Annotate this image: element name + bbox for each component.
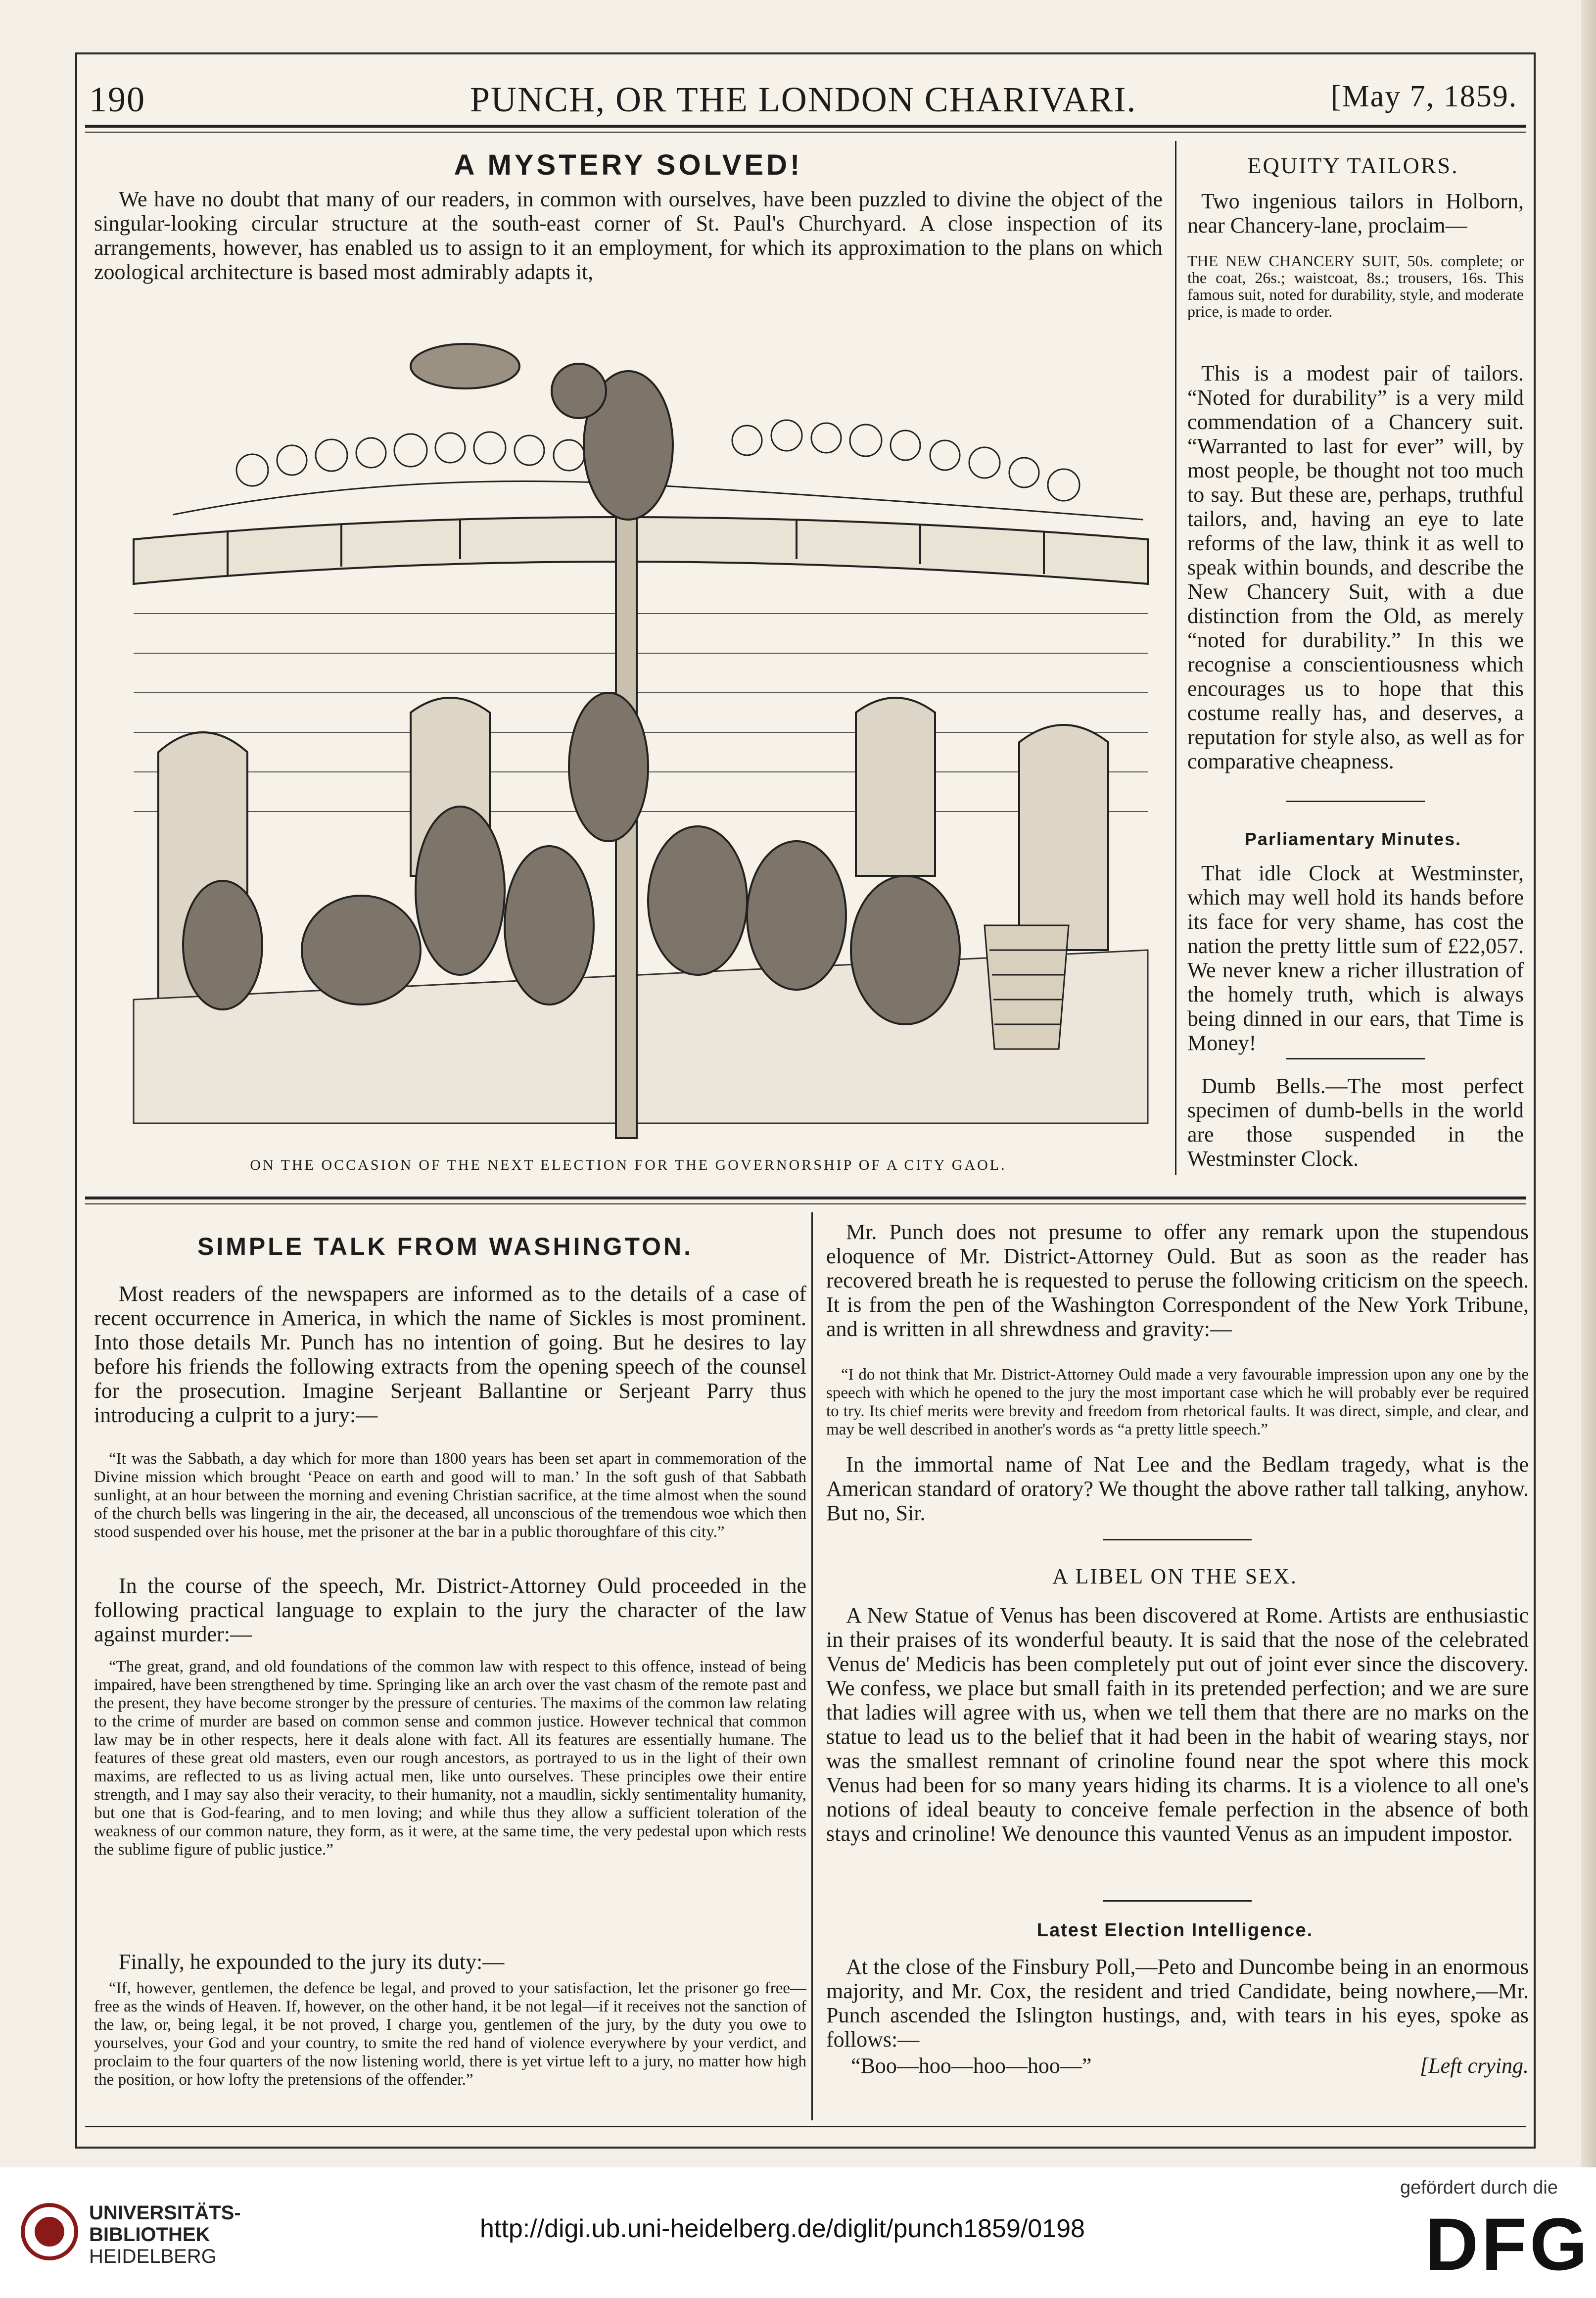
masthead: PUNCH, OR THE LONDON CHARIVARI. [470,80,1137,119]
washington-title: SIMPLE TALK FROM WASHINGTON. [197,1233,693,1260]
washington-closing: In the immortal name of Nat Lee and the Bedlam tragedy, what is the American standard of oratory? We thought the above rather tall talking, anyhow. But no, Sir. [826,1452,1529,1525]
equity-title: EQUITY TAILORS. [1247,153,1459,178]
tortoise-bait [411,344,519,388]
equity-advertisement: THE NEW CHANCERY SUIT, 50s. complete; or the coat, 26s.; waistcoat, 8s.; trousers, 16s. This famous suit, noted for durability, style, and moderate price, is made to order. [1187,252,1524,320]
washington-p2: In the course of the speech, Mr. District-Attorney Ould proceeded in the following practical language to explain to the jury the character of the law against murder:— [94,1574,806,1646]
washington-quote2: “The great, grand, and old foundations of the common law with respect to this offence, instead of being impaired, have been strengthened by time. Springing like an arch over the vast chasm of the remote past and the present, they have become stronger by the pressure of centuries. The maxims of the common law relating to the crime of murder are based on common sense and common justice. However technical that common law may be in other respects, here it deals alone with fact. All its features are essentially humane. The features of these great old masters, even our rough ancestors, as portrayed to us in the light of their own maxims, are reflected to us as living actual men, like unto ourselves. These principles owe their entire strength, and I may say also their veracity, to their humanity, not a maudlin, sickly sentimentality humanity, but one that is God-fearing, and to men loving; and while thus they allow a sufficient toleration of the weakness of our common nature, they form, as it were, at the same time, the very pedestal upon which rests the sublime figure of public justice.” [94,1658,806,1859]
election-separator [1103,1900,1252,1902]
university-seal-icon [20,2202,79,2261]
middle-rule-thin [85,1203,1526,1204]
election-quote: “Boo—hoo—hoo—hoo—” [851,2054,1092,2078]
page-number: 190 [89,80,145,119]
issue-date: [May 7, 1859. [1331,80,1518,113]
funded-by-text: gefördert durch die [1400,2177,1558,2198]
bottom-rule [85,2126,1526,2127]
washington-p1: Most readers of the newspapers are informed as to the details of a case of recent occurrence in America, in which the name of Sickles is most prominent. Into those details Mr. Punch has no intention of going. But he desires to lay before his friends the following extracts from the opening speech of the counsel for the prosecution. Imagine Serjeant Ballantine or Serjeant Parry thus introducing a culprit to a jury:— [94,1282,806,1427]
cartoon-illustration [104,307,1153,1148]
bottom-column-divider [811,1212,813,2120]
dumb-bells-body: Dumb Bells.—The most perfect specimen of dumb-bells in the world are those suspended in the Westminster Clock. [1187,1074,1524,1171]
election-title: Latest Election Intelligence. [1036,1920,1314,1941]
header-rule-thick [85,125,1526,128]
digitization-footer [0,2167,1596,2298]
tribune-quote: “I do not think that Mr. District-Attorney Ould made a very favourable impression upon any one by the speech with which he opened to the jury the most important case which he will probably ever be required to try. Its chief merits were brevity and freedom from rhetorical faults. It was direct, simple, and clear, and may be well described in another's words as “a pretty little speech.” [826,1366,1529,1438]
cartoon-caption: ON THE OCCASION OF THE NEXT ELECTION FOR THE GOVERNORSHIP OF A CITY GAOL. [250,1157,1007,1173]
source-url-link[interactable]: http://digi.ub.uni-heidelberg.de/diglit/punch1859/0198 [480,2214,1085,2243]
top-column-divider [1175,141,1176,1175]
mystery-title: A MYSTERY SOLVED! [454,149,803,181]
dfg-logo: DFG [1425,2202,1591,2286]
basket [985,925,1069,1049]
libel-separator-top [1103,1539,1252,1540]
middle-rule-thick [85,1197,1526,1199]
equity-body: This is a modest pair of tailors. “Noted for durability” is a very mild commendation of a Chancery suit. “Warranted to last for ever” will, by most people, be thought not too much to say. But these are, perhaps, truthful tailors, and, having an eye to late reforms of the law, think it as well to speak within bounds, and describe the New Chancery Suit, with a due distinction from the Old, as merely “noted for durability.” In this we recognise a conscientiousness which encourages us to hope that this costume really has, and deserves, a reputation for style also, as well as for comparative cheapness. [1187,361,1524,773]
header-rule-thin [85,132,1526,133]
washington-quote3: “If, however, gentlemen, the defence be legal, and proved to your satisfaction, let the prisoner go free—free as the winds of Heaven. If, however, on the other hand, it be not legal—if it receives not the sanction of the law, or, being legal, it be not proved, I charge you, gentlemen of the jury, by the duty you owe to yourselves, your God and your country, to smite the red hand of violence everywhere by your verdict, and proclaim to the four quarters of the now listening world, there is yet virtue left to a jury, no matter how high the position, or how lofty the pretensions of the offender.” [94,1979,806,2089]
parliamentary-body: That idle Clock at Westminster, which may well hold its hands before its face for very shame, has cost the nation the pretty little sum of £22,057. We never knew a richer illustration of the homely truth, which is always being dinned in our ears, that Time is Money! [1187,861,1524,1055]
washington-p3: Finally, he expounded to the jury its duty:— [119,1950,505,1974]
election-body: At the close of the Finsbury Poll,—Peto and Duncombe being in an enormous majority, and Mr. Cox, the resident and tried Candidate, being nowhere,—Mr. Punch ascended the Islington hustings, and, with tears in his eyes, spoke as follows:— [826,1955,1529,2052]
library-name-line3: HEIDELBERG [89,2246,217,2267]
washington-continued: Mr. Punch does not presume to offer any remark upon the stupendous eloquence of Mr. District-Attorney Ould. But as soon as the reader has recovered breath he is requested to peruse the following criticism on the speech. It is from the pen of the Washington Correspondent of the New York Tribune, and is written in all shrewdness and gravity:— [826,1220,1529,1341]
washington-quote1: “It was the Sabbath, a day which for more than 1800 years has been set apart in commemoration of the Divine mission which brought ‘Peace on earth and good will to man.’ In the soft gush of that Sabbath sunlight, at an hour between the morning and evening Christian sacrifice, at the time almost when the sound of the church bells was lingering in the air, the deceased, all unconscious of the tremendous woe which then stood suspended over his house, met the prisoner at the bar in a public thoroughfare of this city.” [94,1450,806,1541]
equity-separator [1286,801,1425,802]
book-spine-edge [1581,0,1596,2167]
library-name-line1: UNIVERSITÄTS- [89,2202,241,2224]
mystery-paragraph: We have no doubt that many of our readers, in common with ourselves, have been puzzled to divine the object of the singular-looking circular structure at the south-east corner of St. Paul's Churchyard. A close inspection of its arrangements, however, has enabled us to assign to it an employment, for which its approximation to the plans on which zoological architecture is based most admirably adapts it, [94,187,1163,284]
libel-body: A New Statue of Venus has been discovered at Rome. Artists are enthusiastic in their praises of its wonderful beauty. It is said that the nose of the celebrated Venus de' Medicis has been completely put out of joint ever since the discovery. We confess, we place but small faith in its pretended perfection; and we are sure that ladies will agree with us, when we tell them that there are no marks on the statue to lead us to the belief that it had been in the habit of wearing stays, nor was the smallest remnant of crinoline found near the spot where this mock Venus had been for so many years hiding its charms. It is a violence to all one's notions of ideal beauty to conceive female perfection in the absence of both stays and crinoline! We denounce this vaunted Venus as an impudent impostor. [826,1603,1529,1846]
libel-title: A LIBEL ON THE SEX. [1052,1564,1298,1588]
equity-intro: Two ingenious tailors in Holborn, near Chancery-lane, proclaim— [1187,189,1524,238]
parliamentary-separator [1286,1058,1425,1059]
election-stage-direction: [Left crying. [1420,2054,1529,2078]
library-name-line2: BIBLIOTHEK [89,2224,210,2246]
parliamentary-title: Parliamentary Minutes. [1244,829,1462,849]
